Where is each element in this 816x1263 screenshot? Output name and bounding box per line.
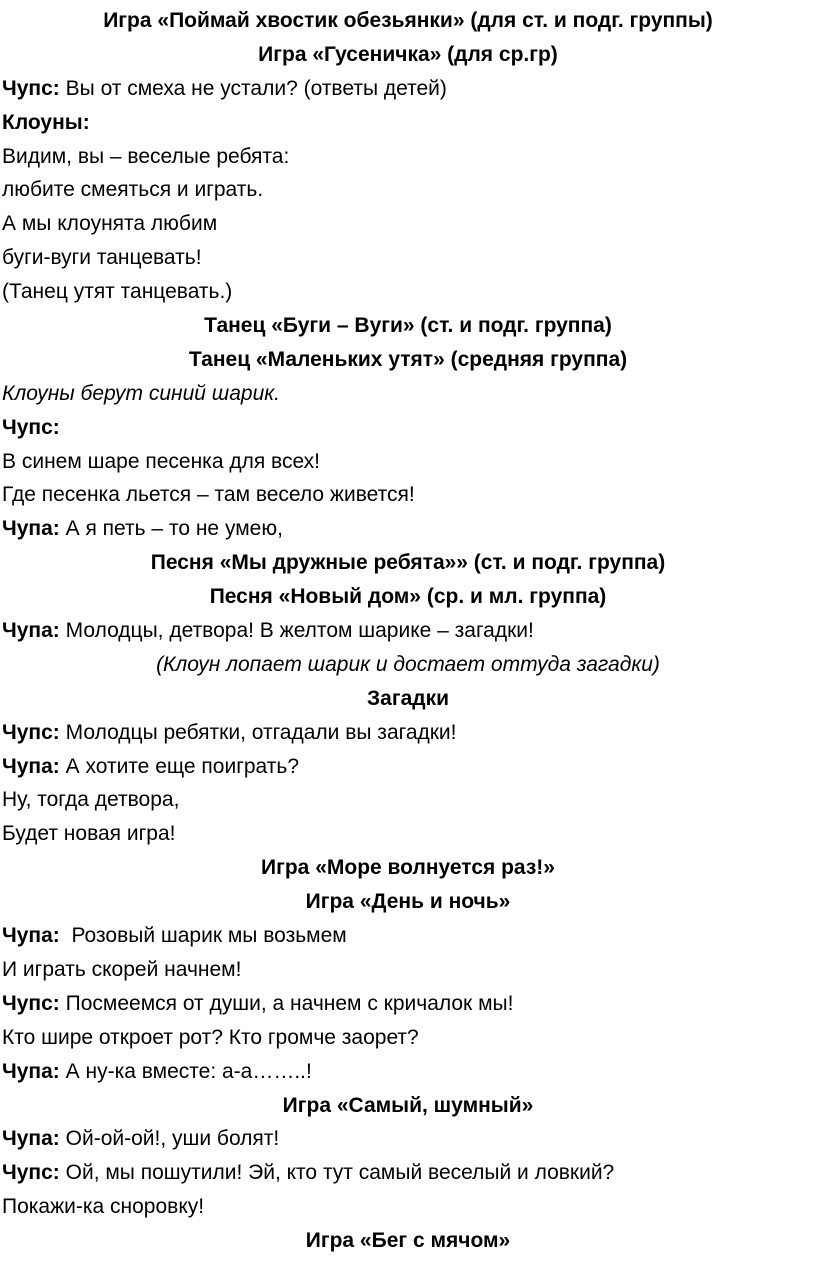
section-heading: Песня «Новый дом» (ср. и мл. группа): [209, 585, 607, 609]
text-line: А мы клоунята любим: [2, 212, 218, 236]
section-heading: Игра «Поймай хвостик обезьянки» (для ст. и подг. группы): [103, 9, 713, 32]
speaker-name: Чупа:: [2, 517, 60, 541]
text-line: Видим, вы – веселые ребята:: [2, 144, 290, 168]
speech-line: [0, 987, 816, 1021]
speech-line: [0, 1156, 816, 1190]
section-heading: Игра «Гусеничка» (для ср.гр): [258, 42, 558, 66]
speaker-name: Чупа:: [2, 924, 60, 948]
section-heading: Игра «День и ночь»: [305, 890, 511, 914]
speaker-name: Чупс:: [2, 1161, 60, 1185]
text-line: И играть скорей начнем!: [2, 957, 242, 981]
section-heading: Танец «Буги – Вуги» (ст. и подг. группа): [204, 314, 612, 338]
speech-text: А хотите еще поиграть?: [59, 754, 300, 778]
text-line: любите смеяться и играть.: [2, 178, 264, 202]
speech-line: [0, 72, 816, 106]
speech-line: [0, 1055, 816, 1089]
speech-line: [0, 919, 816, 953]
speaker-label: Чупс:: [2, 415, 60, 439]
speech-text: Посмеемся от души, а начнем с кричалок мы!: [59, 991, 514, 1015]
speech-text: Молодцы ребятки, отгадали вы загадки!: [59, 720, 457, 744]
text-line: Ну, тогда детвора,: [2, 788, 180, 812]
speaker-name: Чупс:: [2, 991, 60, 1015]
text-line: Где песенка льется – там весело живется!: [2, 483, 415, 507]
section-heading: Танец «Маленьких утят» (средняя группа): [188, 347, 628, 371]
section-heading: Игра «Море волнуется раз!»: [261, 856, 555, 880]
text-line: Кто шире откроет рот? Кто громче заорет?: [2, 1025, 419, 1049]
speech-text: Ой-ой-ой!, уши болят!: [59, 1127, 280, 1151]
speech-text: А я петь – то не умею,: [59, 517, 283, 541]
speech-text: Вы от смеха не устали? (ответы детей): [59, 76, 447, 100]
speech-text: А ну-ка вместе: а-а……..!: [59, 1059, 312, 1083]
speaker-name: Чупа:: [2, 1059, 60, 1083]
section-heading: Игра «Самый, шумный»: [282, 1093, 534, 1117]
speech-line: [0, 512, 816, 546]
speech-text: Молодцы, детвора! В желтом шарике – загадки!: [59, 619, 534, 643]
text-line: (Танец утят танцевать.): [2, 280, 233, 304]
stage-direction: Клоуны берут синий шарик.: [2, 381, 280, 405]
speech-line: [0, 750, 816, 784]
speaker-name: Чупс:: [2, 76, 60, 100]
speaker-name: Чупа:: [2, 619, 60, 643]
speaker-name: Чупа:: [2, 754, 60, 778]
text-line: В синем шаре песенка для всех!: [2, 449, 321, 473]
speaker-name: Чупа:: [2, 1127, 60, 1151]
speech-text: Розовый шарик мы возьмем: [59, 924, 347, 948]
speech-line: [0, 614, 816, 648]
speaker-name: Чупс:: [2, 720, 60, 744]
text-line: буги-вуги танцевать!: [2, 246, 202, 270]
section-heading: Песня «Мы дружные ребята»» (ст. и подг. группа): [150, 551, 666, 575]
speech-line: [0, 716, 816, 750]
text-line: Покажи-ка сноровку!: [2, 1195, 205, 1219]
section-heading: Игра «Бег с мячом»: [305, 1229, 511, 1253]
text-line: Будет новая игра!: [2, 822, 176, 846]
section-heading: Загадки: [366, 686, 449, 710]
stage-direction: (Клоун лопает шарик и достает оттуда загадки): [156, 652, 660, 676]
speaker-label: Клоуны:: [2, 110, 90, 134]
speech-line: [0, 1122, 816, 1156]
document-body: [0, 4, 816, 1258]
speech-text: Ой, мы пошутили! Эй, кто тут самый веселый и ловкий?: [59, 1161, 615, 1185]
